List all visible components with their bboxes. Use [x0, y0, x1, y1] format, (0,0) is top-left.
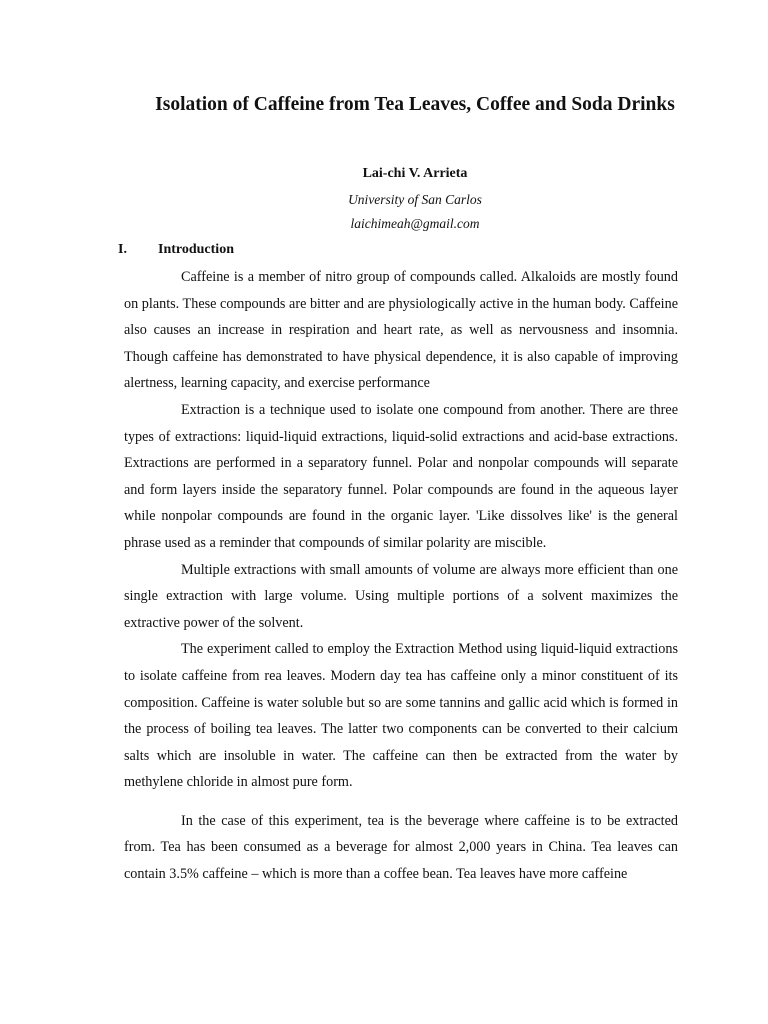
body-text [124, 264, 678, 888]
section-heading [118, 240, 234, 260]
author-affiliation: University of San Carlos [348, 192, 482, 207]
author-email: laichimeah@gmail.com [350, 216, 480, 231]
section-title: Introduction [158, 242, 234, 257]
paragraph: Caffeine is a member of nitro group of compounds called. Alkaloids are mostly found on plants. These compounds are bitter and are physiologically active in the human body. Caffeine also causes an increase in respiration and heart rate, as well as nervousness and insomnia. Though caffeine has demonstrated to have physical dependence, it is also capable of improving alertness, learning capacity, and exercise performance [124, 269, 678, 392]
paper-title: Isolation of Caffeine from Tea Leaves, Coffee and Soda Drinks [155, 94, 675, 115]
paragraph: The experiment called to employ the Extraction Method using liquid-liquid extractions to isolate caffeine from rea leaves. Modern day tea has caffeine only a minor constituent of its composition. Caffeine is water soluble but so are some tannins and gallic acid which is formed in the process of boiling tea leaves. The latter two components can be converted to their calcium salts which are insoluble in water. The caffeine can then be extracted from the water by methylene chloride in almost pure form. [124, 641, 678, 791]
paragraph: Extraction is a technique used to isolate one compound from another. There are three types of extractions: liquid-liquid extractions, liquid-solid extractions and acid-base extractions. Extractions are performed in a separatory funnel. Polar and nonpolar compounds will separate and form layers inside the separatory funnel. Polar compounds are found in the aqueous layer while nonpolar compounds are found in the organic layer. 'Like dissolves like' is the general phrase used as a reminder that compounds of similar polarity are miscible. [124, 401, 678, 551]
paragraph: Multiple extractions with small amounts of volume are always more efficient than one single extraction with large volume. Using multiple portions of a solvent maximizes the extractive power of the solvent. [124, 561, 678, 631]
author-name: Lai-chi V. Arrieta [362, 166, 468, 181]
section-number: I. [118, 242, 127, 257]
paragraph: In the case of this experiment, tea is the beverage where caffeine is to be extracted from. Tea has been consumed as a beverage for almost 2,000 years in China. Tea leaves can contain 3.5% caffeine – which is more than a coffee bean. Tea leaves have more caffeine [124, 812, 678, 883]
